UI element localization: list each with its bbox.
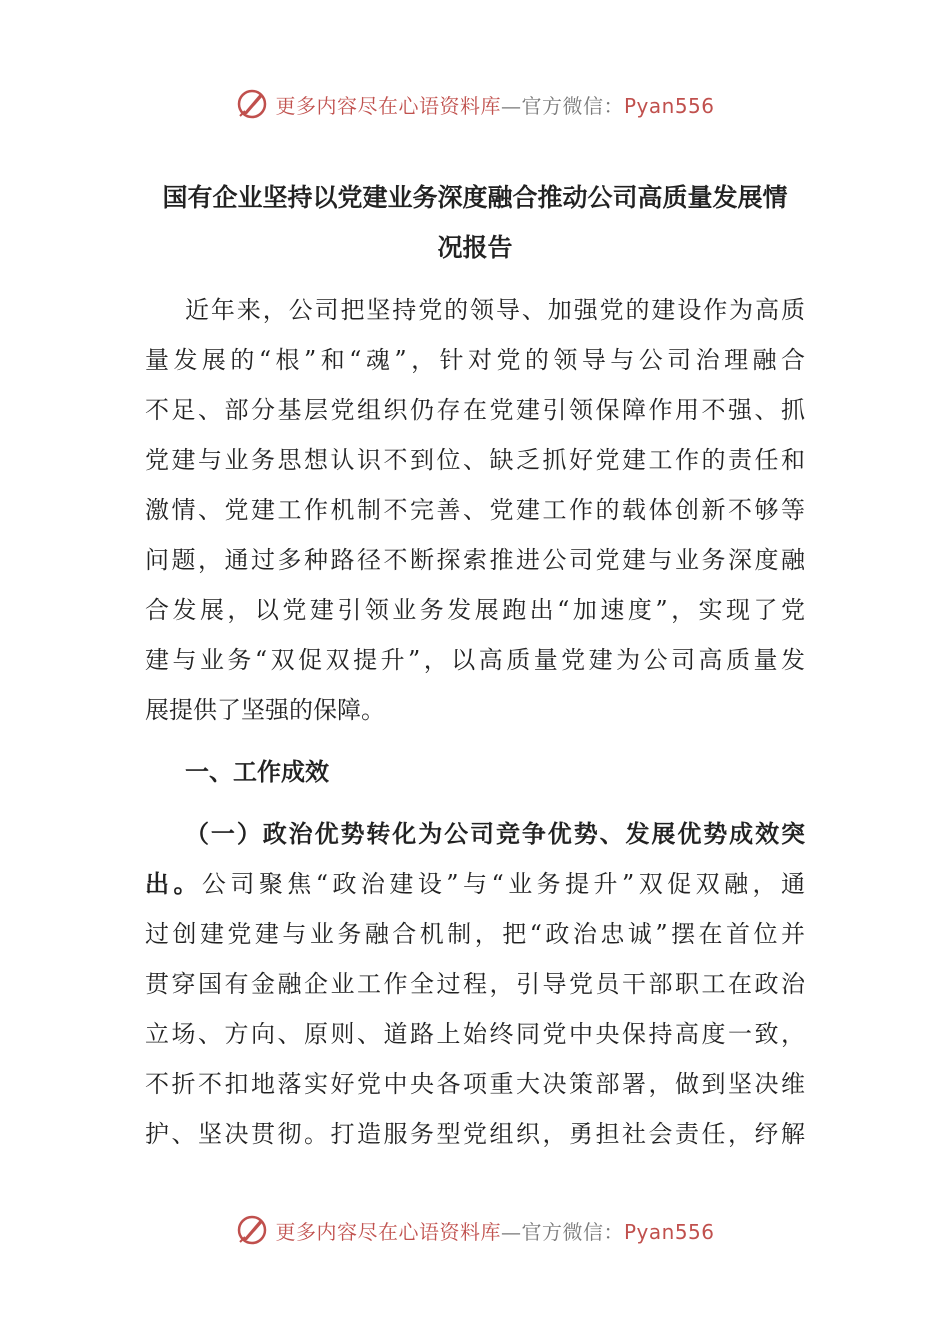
intro-line: 问题，通过多种路径不断探索推进公司党建与业务深度融	[145, 546, 805, 574]
paragraph-text: 公司聚焦“政治建设”与“业务提升”双促双融，通	[201, 870, 806, 898]
intro-line: 展提供了坚强的保障。	[145, 696, 385, 724]
quill-pen-icon	[235, 1213, 269, 1247]
intro-line: 不足、部分基层党组织仍存在党建引领保障作用不强、抓	[145, 396, 805, 424]
watermark-id: Pyan556	[623, 1219, 715, 1244]
paragraph-line: 不折不扣地落实好党中央各项重大决策部署，做到坚决维	[145, 1070, 805, 1098]
watermark-red-text: 更多内容尽在心语资料库	[275, 1219, 501, 1244]
watermark-text	[275, 90, 714, 119]
paragraph-line: 护、坚决贯彻。打造服务型党组织，勇担社会责任，纾解	[145, 1120, 805, 1148]
intro-line: 近年来，公司把坚持党的领导、加强党的建设作为高质	[185, 296, 805, 324]
paragraph-line	[145, 864, 805, 899]
watermark-dash: —	[500, 1219, 522, 1244]
paragraph-line: 过创建党建与业务融合机制，把“政治忠诚”摆在首位并	[145, 920, 805, 948]
intro-line: 党建与业务思想认识不到位、缺乏抓好党建工作的责任和	[145, 446, 805, 474]
watermark-red-text: 更多内容尽在心语资料库	[275, 93, 501, 118]
watermark-text	[275, 1216, 714, 1245]
intro-line: 合发展，以党建引领业务发展跑出“加速度”，实现了党	[145, 596, 805, 624]
watermark-grey-text: 官方微信：	[521, 1219, 624, 1244]
watermark-banner-top	[0, 82, 950, 126]
subsection-heading-line: （一）政治优势转化为公司竞争优势、发展优势成效突	[185, 819, 805, 848]
quill-pen-icon	[235, 87, 269, 121]
document-title-line-1: 国有企业坚持以党建业务深度融合推动公司高质量发展情	[162, 183, 788, 212]
paragraph-line: 贯穿国有金融企业工作全过程，引导党员干部职工在政治	[145, 970, 805, 998]
paragraph-line: 立场、方向、原则、道路上始终同党中央保持高度一致，	[145, 1020, 805, 1048]
intro-line: 激情、党建工作机制不完善、党建工作的载体创新不够等	[145, 496, 805, 524]
watermark-banner-bottom	[0, 1208, 950, 1252]
intro-line: 建与业务“双促双提升”，以高质量党建为公司高质量发	[145, 646, 805, 674]
watermark-grey-text: 官方微信：	[521, 93, 624, 118]
section-heading: 一、工作成效	[185, 757, 329, 786]
document-title-line-2: 况报告	[437, 233, 513, 262]
watermark-dash: —	[500, 93, 522, 118]
intro-line: 量发展的“根”和“魂”，针对党的领导与公司治理融合	[145, 346, 805, 374]
watermark-id: Pyan556	[623, 93, 715, 118]
subsection-heading-end: 出。	[145, 869, 202, 898]
